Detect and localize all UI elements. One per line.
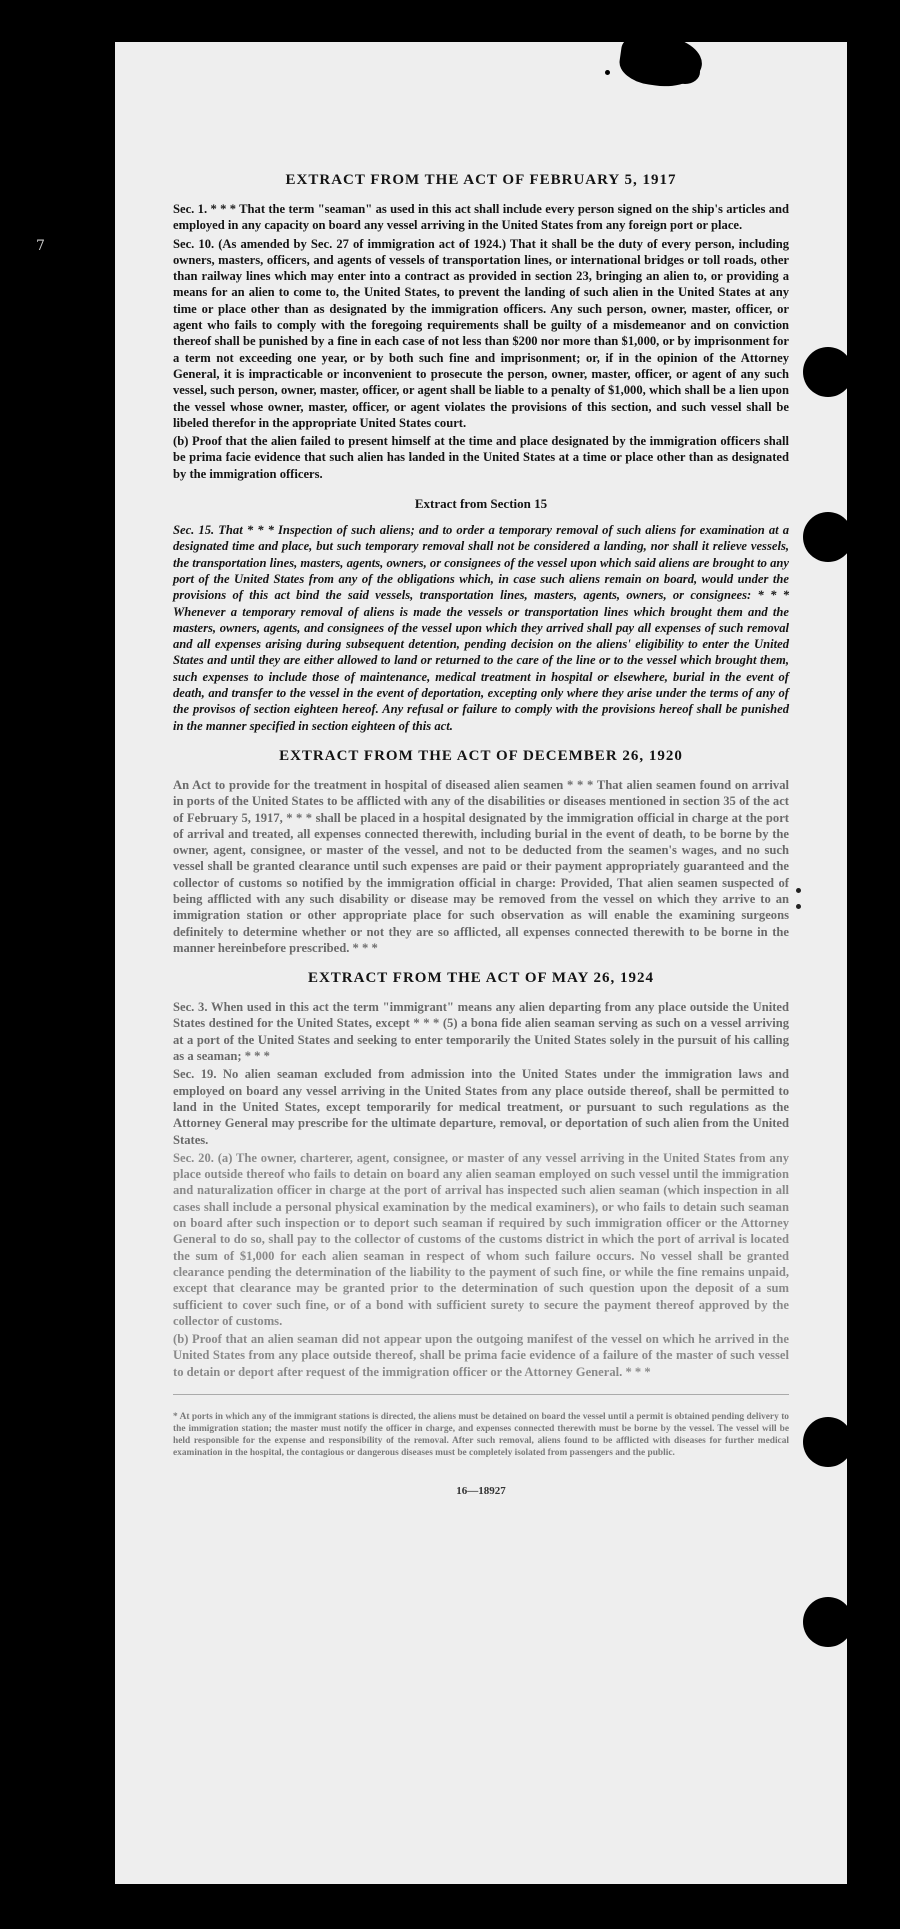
paragraph: (b) Proof that the alien failed to present himself at the time and place designated by the immigration officers shall be prima facie evidence that such alien has landed in the United States at a time or place other than as designated by the immigration officers. bbox=[173, 434, 789, 481]
section-heading: EXTRACT FROM THE ACT OF DECEMBER 26, 1920 bbox=[279, 747, 683, 764]
section-act-1924 bbox=[173, 970, 789, 1380]
section-extract-15 bbox=[173, 496, 789, 734]
paragraph: Sec. 1. * * * That the term "seaman" as used in this act shall include every person signed on the ship's articles and employed in any capacity on board any vessel arriving in the United States from any foreign port or place. bbox=[173, 202, 789, 233]
section-heading: Extract from Section 15 bbox=[414, 496, 548, 512]
paragraph: (b) Proof that an alien seaman did not appear upon the outgoing manifest of the vessel on which he arrived in the United States from any place outside thereof, shall be prima facie evidence of a failure of the master of such vessel to detain or deport after request of the immigration officer or the Attorney General. * * * bbox=[173, 1332, 789, 1379]
paragraph: An Act to provide for the treatment in hospital of diseased alien seamen * * * That alien seamen found on arrival in ports of the United States to be afflicted with any of the disabilities or diseases mentioned in section 35 of the act of February 5, 1917, * * * shall be placed in a hospital designated by the immigration official in charge at the port of arrival and treated, all expenses connected therewith, including burial in the event of death, to be borne by the owner, agent, consignee, or master of the vessel, and not to be deducted from the seamen's wages, and no such vessel shall be granted clearance until such expenses are paid or their payment appropriately guaranteed and the collector of customs so notified by the immigration official in charge: Provided, That alien seamen suspected of being afflicted with any such disability or disease may be removed from the vessel on which they arrive to an immigration station or other appropriate place for such observation as will enable the examining surgeons definitely to determine whether or not they are so afflicted, all expenses connected therewith to be borne in the manner hereinbefore prescribed. * * * bbox=[173, 777, 789, 955]
section-act-1920 bbox=[173, 748, 789, 956]
section-heading: EXTRACT FROM THE ACT OF MAY 26, 1924 bbox=[307, 970, 655, 987]
paragraph: Sec. 10. (As amended by Sec. 27 of immigration act of 1924.) That it shall be the duty of every person, including owners, masters, officers, and agents of vessels of transportation lines, or international bridges or toll roads, other than railway lines which may enter into a contract as provided in section 23, bringing an alien to, or providing a means for an alien to come to, the United States, to prevent the landing of such alien in the United States at any time or place other than as designated by the immigration officers. Any such person, owner, master, officer, or agent who fails to comply with the foregoing requirements shall be guilty of a misdemeanor and on conviction thereof shall be punished by a fine in each case of not less than $200 nor more than $1,000, or by imprisonment for a term not exceeding one year, or by both such fine and imprisonment; or, if in the opinion of the Attorney General, it is impracticable or inconvenient to prosecute the person, owner, master, officer, or agent of any such vessel, such person, owner, master, officer, or agent shall be liable to a penalty of $1,000, which shall be a lien upon the vessel whose owner, master, officer, or agent violates the provisions of this section, and such vessel shall be libeled therefor in the appropriate United States court. bbox=[173, 236, 789, 430]
paragraph: Sec. 3. When used in this act the term "immigrant" means any alien departing from any place outside the United States destined for the United States, except * * * (5) a bona fide alien seaman serving as such on a vessel arriving at a port of the United States and seeking to enter temporarily the United States solely in the pursuit of his calling as a seaman; * * * bbox=[173, 1000, 789, 1064]
margin-mark: 7 bbox=[36, 238, 45, 254]
margin-dot bbox=[796, 904, 801, 909]
paragraph: Sec. 15. That * * * Inspection of such aliens; and to order a temporary removal of such aliens for examination at a designated time and place, but such temporary removal shall not be considered a landing, nor shall it relieve vessels, the transportation lines, masters, agents, owners, or consignees of the vessel upon which said aliens are brought to any port of the United States from any of the obligations which, in case such aliens remain on board, would under the provisions of this act bind the said vessels, transportation lines, masters, agents, owners, or consignees: * * * Whenever a temporary removal of aliens is made the vessels or transportation lines which brought them and the masters, owners, agents, and consignees of the vessel upon which they arrived shall pay all expenses of such removal and all expenses arising during subsequent detention, pending decision on the aliens' eligibility to enter the United States and until they are either allowed to land or returned to the care of the line or to the vessel which brought them, such expenses to include those of maintenance, medical treatment in hospital or elsewhere, burial in the event of death, and transfer to the vessel in the event of deportation, excepting only where they arise under the terms of any of the provisos of section eighteen hereof. Any refusal or failure to comply with the provisions hereof shall be punished in the manner specified in section eighteen of this act. bbox=[173, 523, 789, 733]
punch-hole-4 bbox=[803, 1597, 853, 1647]
footnote-divider bbox=[173, 1394, 789, 1395]
form-number: 16—18927 bbox=[456, 1485, 506, 1497]
punch-hole-2 bbox=[803, 512, 853, 562]
paragraph: Sec. 19. No alien seaman excluded from admission into the United States under the immigration laws and employed on board any vessel arriving in the United States from any place outside thereof, shall be permitted to land in the United States, except temporarily for medical treatment, or pursuant to such regulations as the Attorney General may prescribe for the ultimate departure, removal, or deportation of such alien from the United States. bbox=[173, 1067, 789, 1147]
section-heading: EXTRACT FROM THE ACT OF FEBRUARY 5, 1917 bbox=[285, 172, 677, 188]
footnote: * At ports in which any of the immigrant stations is directed, the aliens must be detained on board the vessel until a permit is obtained pending delivery to the immigration station; the master must notify the officer in charge, and expenses connected therewith must be borne by the vessel. The vessel will be held responsible for the expense and responsibility of the removal. After such removal, aliens found to be afflicted with diseases for further medical examination in the hospital, the contagious or dangerous diseases must be completely isolated from passengers and the public. bbox=[173, 1412, 789, 1458]
section-act-1917 bbox=[173, 172, 789, 482]
paragraph: Sec. 20. (a) The owner, charterer, agent, consignee, or master of any vessel arriving in the United States from any place outside thereof who fails to detain on board any alien seaman employed on such vessel until the immigration and naturalization officer in charge at the port of arrival has inspected such alien seaman (which inspection in all cases shall include a personal physical examination by the medical examiners), or who fails to detain such seaman on board after such inspection or to deport such seaman if required by such immigration officer or the Attorney General to do so, shall pay to the collector of customs of the customs district in which the port of arrival is located the sum of $1,000 for each alien seaman in respect of whom such failure occurs. No vessel shall be granted clearance pending the determination of the liability to the payment of such fine, or while the fine remains unpaid, except that clearance may be granted prior to the determination of such question upon the deposit of a sum sufficient to cover such fine, or of a bond with sufficient surety to secure the payment thereof approved by the collector of customs. bbox=[173, 1150, 789, 1328]
torn-edge-mark-secondary bbox=[670, 60, 700, 84]
margin-dot bbox=[796, 888, 801, 893]
punch-hole-3 bbox=[803, 1417, 853, 1467]
ink-dot bbox=[605, 70, 610, 75]
punch-hole-1 bbox=[803, 347, 853, 397]
document-page bbox=[115, 42, 847, 1884]
